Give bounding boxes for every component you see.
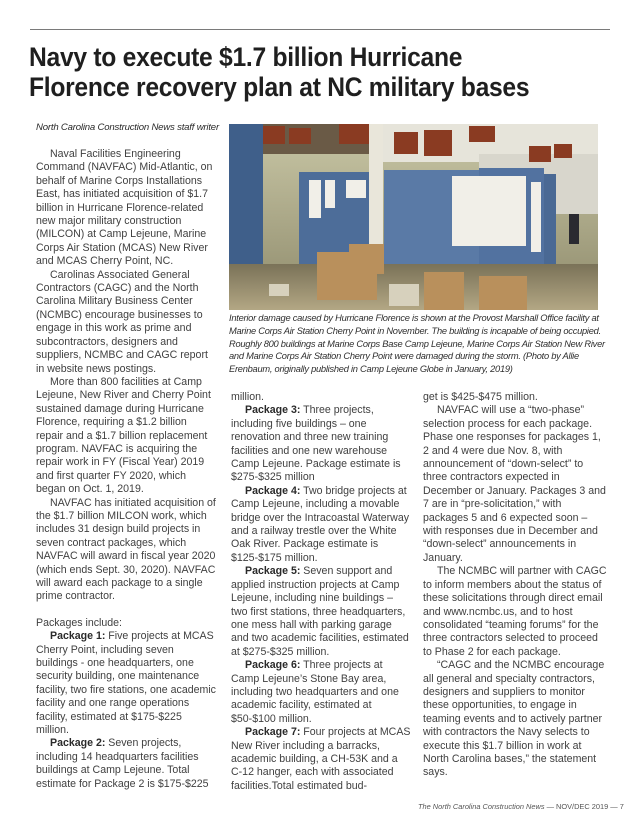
headline-line-2: Florence recovery plan at NC military bases (29, 72, 530, 102)
photo-caption: Interior damage caused by Hurricane Florence is shown at the Provost Marshall Office facility at Marine Corps Air Station Cherry Point in November. The building is incapable of being occupied. Roughly 800 buildings at Marine Corps Base Camp Lejeune, Marine Corps Air Station New River and Marine Corps Air Station Cherry Point were damaged during the storm. (Photo by Allie Erenbaum, originally published in Camp Lejeune Globe in January, 2019) (229, 313, 605, 375)
footer-separator: — (546, 802, 554, 811)
package-item (231, 659, 411, 726)
paragraph: NAVFAC will use a “two-phase” selection process for each package. Phase one responses for packages 1, 2 and 4 were due Nov. 8, with announcement of “down-select” to three contractors expected in December or January. Packages 3 and 7 are in “pre-solicitation,” with packages 5 and 6 expected soon – with responses due in December and “down-select” announcements in January. (423, 404, 606, 564)
photo-hurricane-damage (229, 124, 598, 310)
article-column-1 (36, 148, 216, 791)
paragraph: The NCMBC will partner with CAGC to inform members about the status of these solicitations through direct email and www.ncmbc.us, and to host consolidated “teaming forums” for the three contractors selected to proceed to Phase 2 for each package. (423, 565, 607, 658)
headline (29, 42, 587, 102)
package-text: Two bridge projects at Camp Lejeune, including a movable bridge over the Intracoastal Waterway and a railway trestle over the White Oak River. Package estimate is $125-$175 million. (231, 484, 410, 564)
byline: North Carolina Construction News staff writer (36, 122, 219, 133)
packages-intro: Packages include: (36, 616, 122, 629)
footer-issue: NOV/DEC 2019 (556, 802, 609, 811)
package-item (36, 737, 216, 791)
package-item (231, 565, 411, 659)
footer-separator: — (610, 802, 618, 811)
package-label: Package 7: (245, 726, 301, 739)
article-column-3 (423, 391, 608, 780)
package-text: Four projects at MCAS New River including a barracks, academic building, a CH-53K and a C-12 hanger, each with associated facilities.Total estimated bud- (231, 726, 411, 792)
package-label: Package 6: (245, 659, 301, 672)
headline-line-1: Navy to execute $1.7 billion Hurricane (29, 42, 463, 72)
package-label: Package 3: (245, 404, 301, 417)
paragraph: NAVFAC has initiated acquisition of the $1.7 billion MILCON work, which includes 31 design build projects in seven contract packages, which NAVFAC will award in fiscal year 2020 (which ends Sept. 30, 2020). NAVFAC will award each package to a single prime contractor. (36, 496, 216, 603)
package-label: Package 1: (50, 630, 106, 643)
paragraph-quote: “CAGC and the NCMBC encourage all general and specialty contractors, designers and suppliers to monitor these opportunities, to engage in teaming events and to actively partner with contractors the Navy selects to execute this $1.7 billion in work at North Carolina bases,” the statement says. (423, 659, 605, 779)
package-text: Three projects at Camp Lejeune’s Stone Bay area, including two headquarters and one academic facility, estimated at $50-$100 million. (231, 659, 399, 725)
package-text: Five projects at MCAS Cherry Point, including seven buildings - one headquarters, one security building, one maintenance facility, two fire stations, one academic facility and one range operations facility, estimated at $175-$225 million. (36, 630, 216, 737)
package-text: Seven projects, including 14 headquarters facilities buildings at Camp Lejeune. Total estimate for Package 2 is $175-$225 (36, 737, 209, 790)
package-label: Package 2: (50, 737, 106, 750)
package-item (231, 726, 411, 793)
package-text: Seven support and applied instruction projects at Camp Lejeune, including nine buildings – two first stations, three headquarters, one mess hall with parking garage and two academic facilities, estimated at $275-$325 million. (231, 565, 409, 658)
package-item (36, 630, 216, 737)
article-column-2 (231, 391, 411, 793)
paragraph-continued: million. (231, 391, 264, 403)
paragraph-continued: get is $425-$475 million. (423, 391, 538, 403)
paragraph: Carolinas Associated General Contractors (CAGC) and the North Carolina Military Business Center (NCMBC) encourage businesses to engage in this work as prime and subcontractors, designers and suppliers, NCMBC and CAGC report in website news postings. (36, 268, 208, 375)
top-rule (30, 29, 610, 30)
package-label: Package 4: (245, 484, 301, 497)
page-footer (418, 802, 624, 811)
package-label: Package 5: (245, 565, 301, 578)
package-item (231, 404, 411, 484)
footer-publication: The North Carolina Construction News (418, 802, 545, 811)
footer-page-number: 7 (619, 802, 624, 811)
paragraph: More than 800 facilities at Camp Lejeune, New River and Cherry Point sustained damage during Hurricane Florence, requiring a $1.2 billion repair and a $1.7 billion replacement program. NAVFAC is acquiring the repair work in FY (Fiscal Year) 2019 and first quarter FY 2020, which began on Oct. 1, 2019. (36, 375, 211, 496)
paragraph: Naval Facilities Engineering Command (NAVFAC) Mid-Atlantic, on behalf of Marine Corps Installations East, has initiated acquisition of $1.7 billion in Hurricane Florence-related new major military construction (MILCON) at Camp Lejeune, Marine Corps Air Station (MCAS) New River and MCAS Cherry Point, NC. (36, 148, 213, 268)
package-text: Three projects, including five buildings – one renovation and three new training facilities and one new warehouse Camp Lejeune. Package estimate is $275-$325 million (231, 404, 401, 484)
package-item (231, 485, 411, 565)
